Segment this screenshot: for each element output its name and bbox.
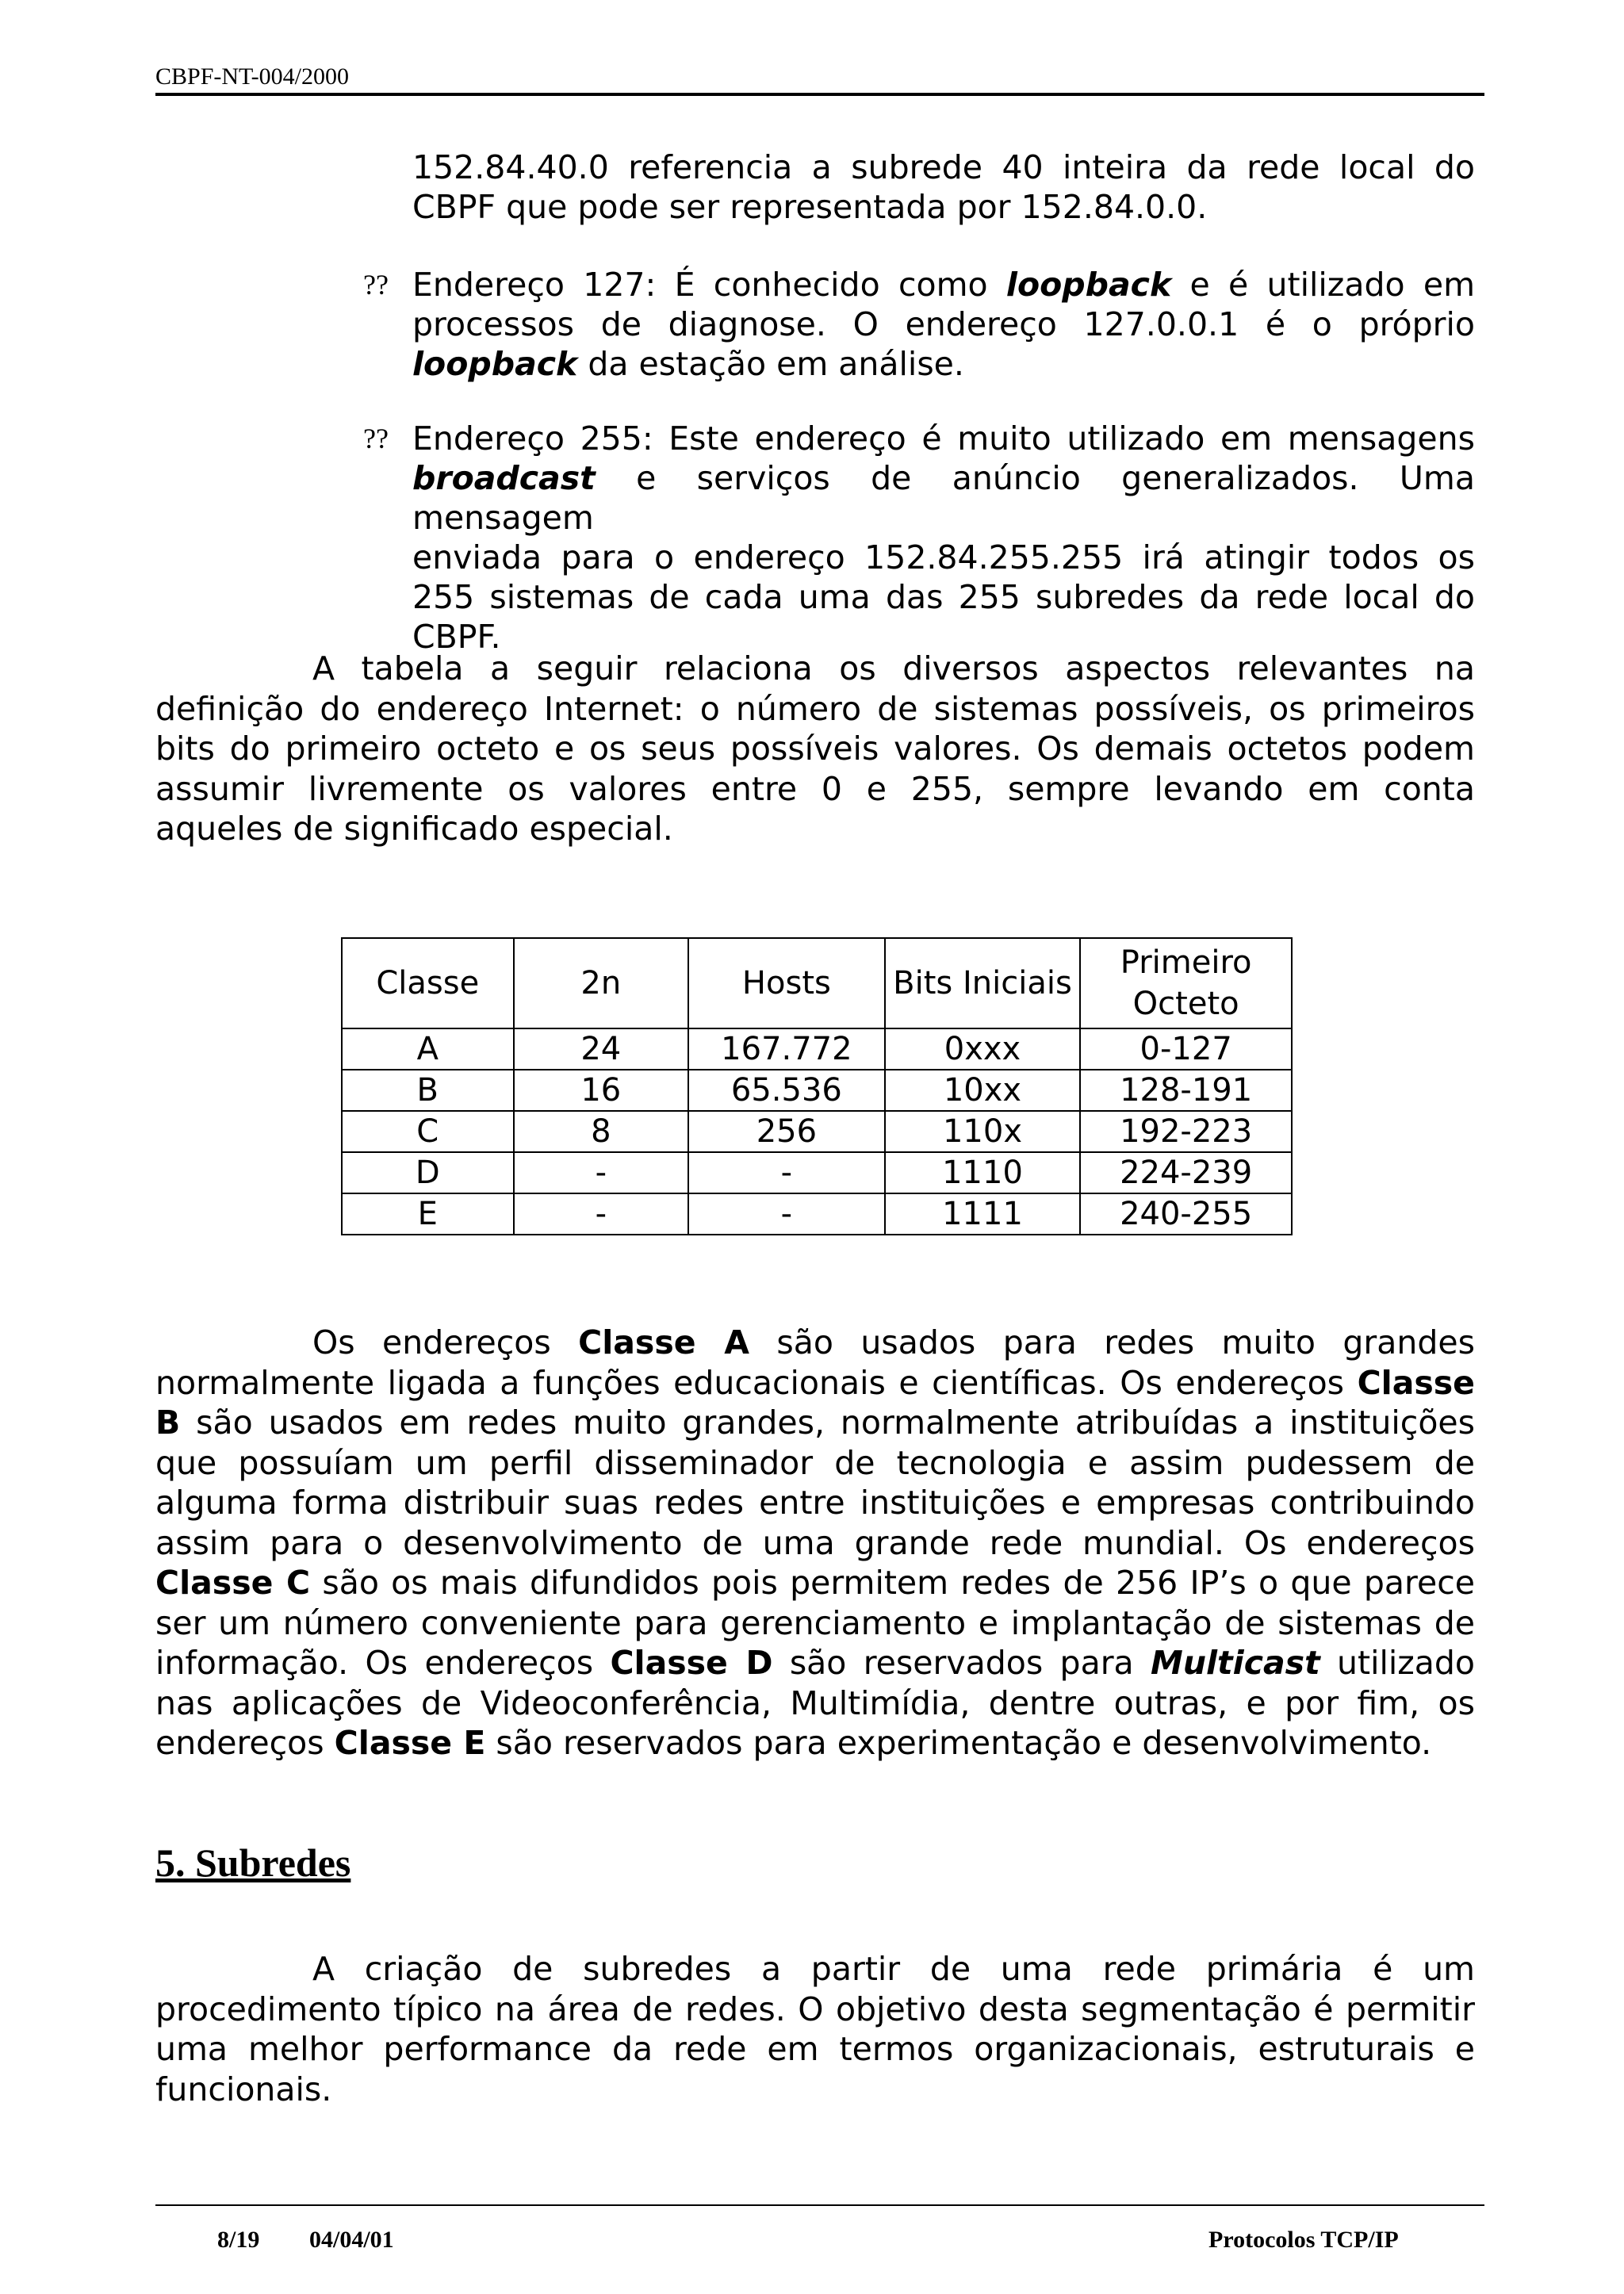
cell-bits: 1110: [885, 1152, 1081, 1193]
cell-bits: 110x: [885, 1111, 1081, 1152]
emphasis-term: loopback: [1005, 266, 1172, 304]
paragraph-subredes: [155, 1949, 1475, 2109]
cell-bits: 10xx: [885, 1070, 1081, 1111]
page-number: 8/19: [217, 2227, 260, 2253]
text-line: [155, 1723, 1475, 1764]
cell-hosts: 256: [688, 1111, 885, 1152]
table-row: [342, 1193, 1292, 1235]
text-line: funcionais.: [155, 2070, 332, 2108]
text-line: processos de diagnose. O endereço 127.0.0.1 é o próprio: [412, 305, 1475, 343]
cell-octeto: 128-191: [1080, 1070, 1292, 1111]
cell-octeto: 192-223: [1080, 1111, 1292, 1152]
text-span: normalmente ligada a funções educacionais e científicas. Os endereços: [155, 1363, 1358, 1402]
bullet-loopback: [363, 265, 1475, 384]
text-line: [155, 1563, 1475, 1603]
bold-term: B: [155, 1404, 181, 1442]
text-line: assumir livremente os valores entre 0 e 255, sempre levando em conta: [155, 769, 1475, 808]
bold-term: Classe A: [578, 1323, 749, 1361]
text-line: ser um número conveniente para gerenciamento e implantação de sistemas de: [155, 1603, 1475, 1642]
table-row: [342, 1028, 1292, 1070]
address-class-table: [341, 937, 1293, 1235]
text-line: [155, 1643, 1475, 1683]
text-line: aqueles de significado especial.: [155, 810, 673, 848]
text-line: CBPF que pode ser representada por 152.84.0.0.: [412, 188, 1208, 226]
text-span: são reservados para: [772, 1644, 1151, 1682]
text-line: [412, 458, 1475, 538]
emphasis-term: Multicast: [1151, 1644, 1320, 1682]
paragraph-class-usage: [155, 1323, 1475, 1764]
text-span: são usados em redes muito grandes, normalmente atribuídas a instituições: [180, 1404, 1475, 1442]
emphasis-term: broadcast: [412, 459, 596, 497]
footer-title: Protocolos TCP/IP: [1208, 2227, 1399, 2253]
section-title: 5. Subredes: [155, 1840, 351, 1885]
text-span: são os mais difundidos pois permitem redes de 256 IP’s o que parece: [310, 1564, 1475, 1602]
text-span: são reservados para experimentação e desenvolvimento.: [485, 1724, 1432, 1762]
bullet-mark: ??: [363, 423, 389, 454]
cell-2n: 24: [514, 1028, 689, 1070]
table-row: [342, 1111, 1292, 1152]
text-line: Endereço 255: Este endereço é muito utilizado em mensagens: [412, 419, 1475, 458]
text-line: 152.84.40.0 referencia a subrede 40 inteira da rede local do: [412, 148, 1475, 186]
text-line: enviada para o endereço 152.84.255.255 irá atingir todos os: [412, 538, 1475, 576]
document-code: CBPF-NT-004/2000: [155, 63, 349, 90]
bold-term: Classe D: [610, 1644, 773, 1682]
cell-hosts: -: [688, 1152, 885, 1193]
bold-term: Classe C: [155, 1564, 311, 1602]
text-span: e é utilizado em: [1171, 266, 1476, 304]
cell-2n: -: [514, 1152, 689, 1193]
bold-term: Classe: [1357, 1363, 1475, 1402]
header-2n: 2n: [514, 938, 689, 1028]
header-primeiro-octeto: [1080, 938, 1292, 1028]
footer-rule: [155, 2204, 1484, 2206]
cell-classe: E: [342, 1193, 514, 1235]
header-hosts: Hosts: [688, 938, 885, 1028]
text-line: A criação de subredes a partir de uma rede primária é um: [312, 1950, 1475, 1988]
cell-2n: 8: [514, 1111, 689, 1152]
text-line: alguma forma distribuir suas redes entre instituições e empresas contribuindo: [155, 1484, 1475, 1522]
text-span: e serviços de anúncio generalizados. Uma mensagem: [412, 459, 1475, 537]
table-row: [342, 1152, 1292, 1193]
paragraph-table-intro: [155, 649, 1475, 849]
text-span: Os endereços: [312, 1323, 579, 1361]
header-rule: [155, 93, 1484, 96]
cell-octeto: 240-255: [1080, 1193, 1292, 1235]
cell-2n: -: [514, 1193, 689, 1235]
header-text: Primeiro: [1120, 944, 1252, 981]
header-bits-iniciais: Bits Iniciais: [885, 938, 1081, 1028]
text-span: da estação em análise.: [577, 345, 964, 383]
text-span: Endereço 127: É conhecido como: [412, 266, 1006, 304]
text-span: endereços: [155, 1724, 335, 1762]
text-line: assim para o desenvolvimento de uma grande rede mundial. Os endereços: [155, 1523, 1475, 1562]
text-line: [412, 344, 1475, 384]
text-line: [155, 1323, 1475, 1363]
text-line: procedimento típico na área de redes. O objetivo desta segmentação é permitir: [155, 1990, 1475, 2028]
cell-octeto: 224-239: [1080, 1152, 1292, 1193]
text-line: que possuíam um perfil disseminador de tecnologia e assim pudessem de: [155, 1443, 1475, 1482]
table-header-row: [342, 938, 1292, 1028]
text-line: [155, 1363, 1475, 1404]
text-span: informação. Os endereços: [155, 1644, 611, 1682]
cell-classe: D: [342, 1152, 514, 1193]
text-line: uma melhor performance da rede em termos organizacionais, estruturais e: [155, 2030, 1475, 2068]
cell-bits: 0xxx: [885, 1028, 1081, 1070]
cell-classe: B: [342, 1070, 514, 1111]
text-line: CBPF.: [412, 618, 501, 656]
cell-classe: A: [342, 1028, 514, 1070]
continuation-text: [412, 147, 1475, 227]
bold-term: Classe E: [334, 1724, 486, 1762]
table-row: [342, 1070, 1292, 1111]
cell-octeto: 0-127: [1080, 1028, 1292, 1070]
cell-bits: 1111: [885, 1193, 1081, 1235]
text-span: utilizado: [1320, 1644, 1476, 1682]
text-line: definição do endereço Internet: o número de sistemas possíveis, os primeiros: [155, 689, 1475, 728]
cell-classe: C: [342, 1111, 514, 1152]
text-line: [412, 265, 1475, 304]
cell-2n: 16: [514, 1070, 689, 1111]
cell-hosts: 167.772: [688, 1028, 885, 1070]
text-span: são usados para redes muito grandes: [749, 1323, 1475, 1361]
header-text: Octeto: [1132, 986, 1239, 1022]
footer-date: 04/04/01: [309, 2227, 394, 2253]
cell-hosts: -: [688, 1193, 885, 1235]
text-line: nas aplicações de Videoconferência, Multimídia, dentre outras, e por fim, os: [155, 1683, 1475, 1722]
text-line: bits do primeiro octeto e os seus possíveis valores. Os demais octetos podem: [155, 730, 1475, 768]
bullet-mark: ??: [363, 269, 389, 301]
emphasis-term: loopback: [412, 345, 578, 383]
cell-hosts: 65.536: [688, 1070, 885, 1111]
text-line: 255 sistemas de cada uma das 255 subredes da rede local do: [412, 578, 1475, 616]
bullet-broadcast: [363, 419, 1475, 656]
text-line: A tabela a seguir relaciona os diversos aspectos relevantes na: [312, 649, 1475, 687]
header-classe: Classe: [342, 938, 514, 1028]
text-line: [155, 1403, 1475, 1443]
